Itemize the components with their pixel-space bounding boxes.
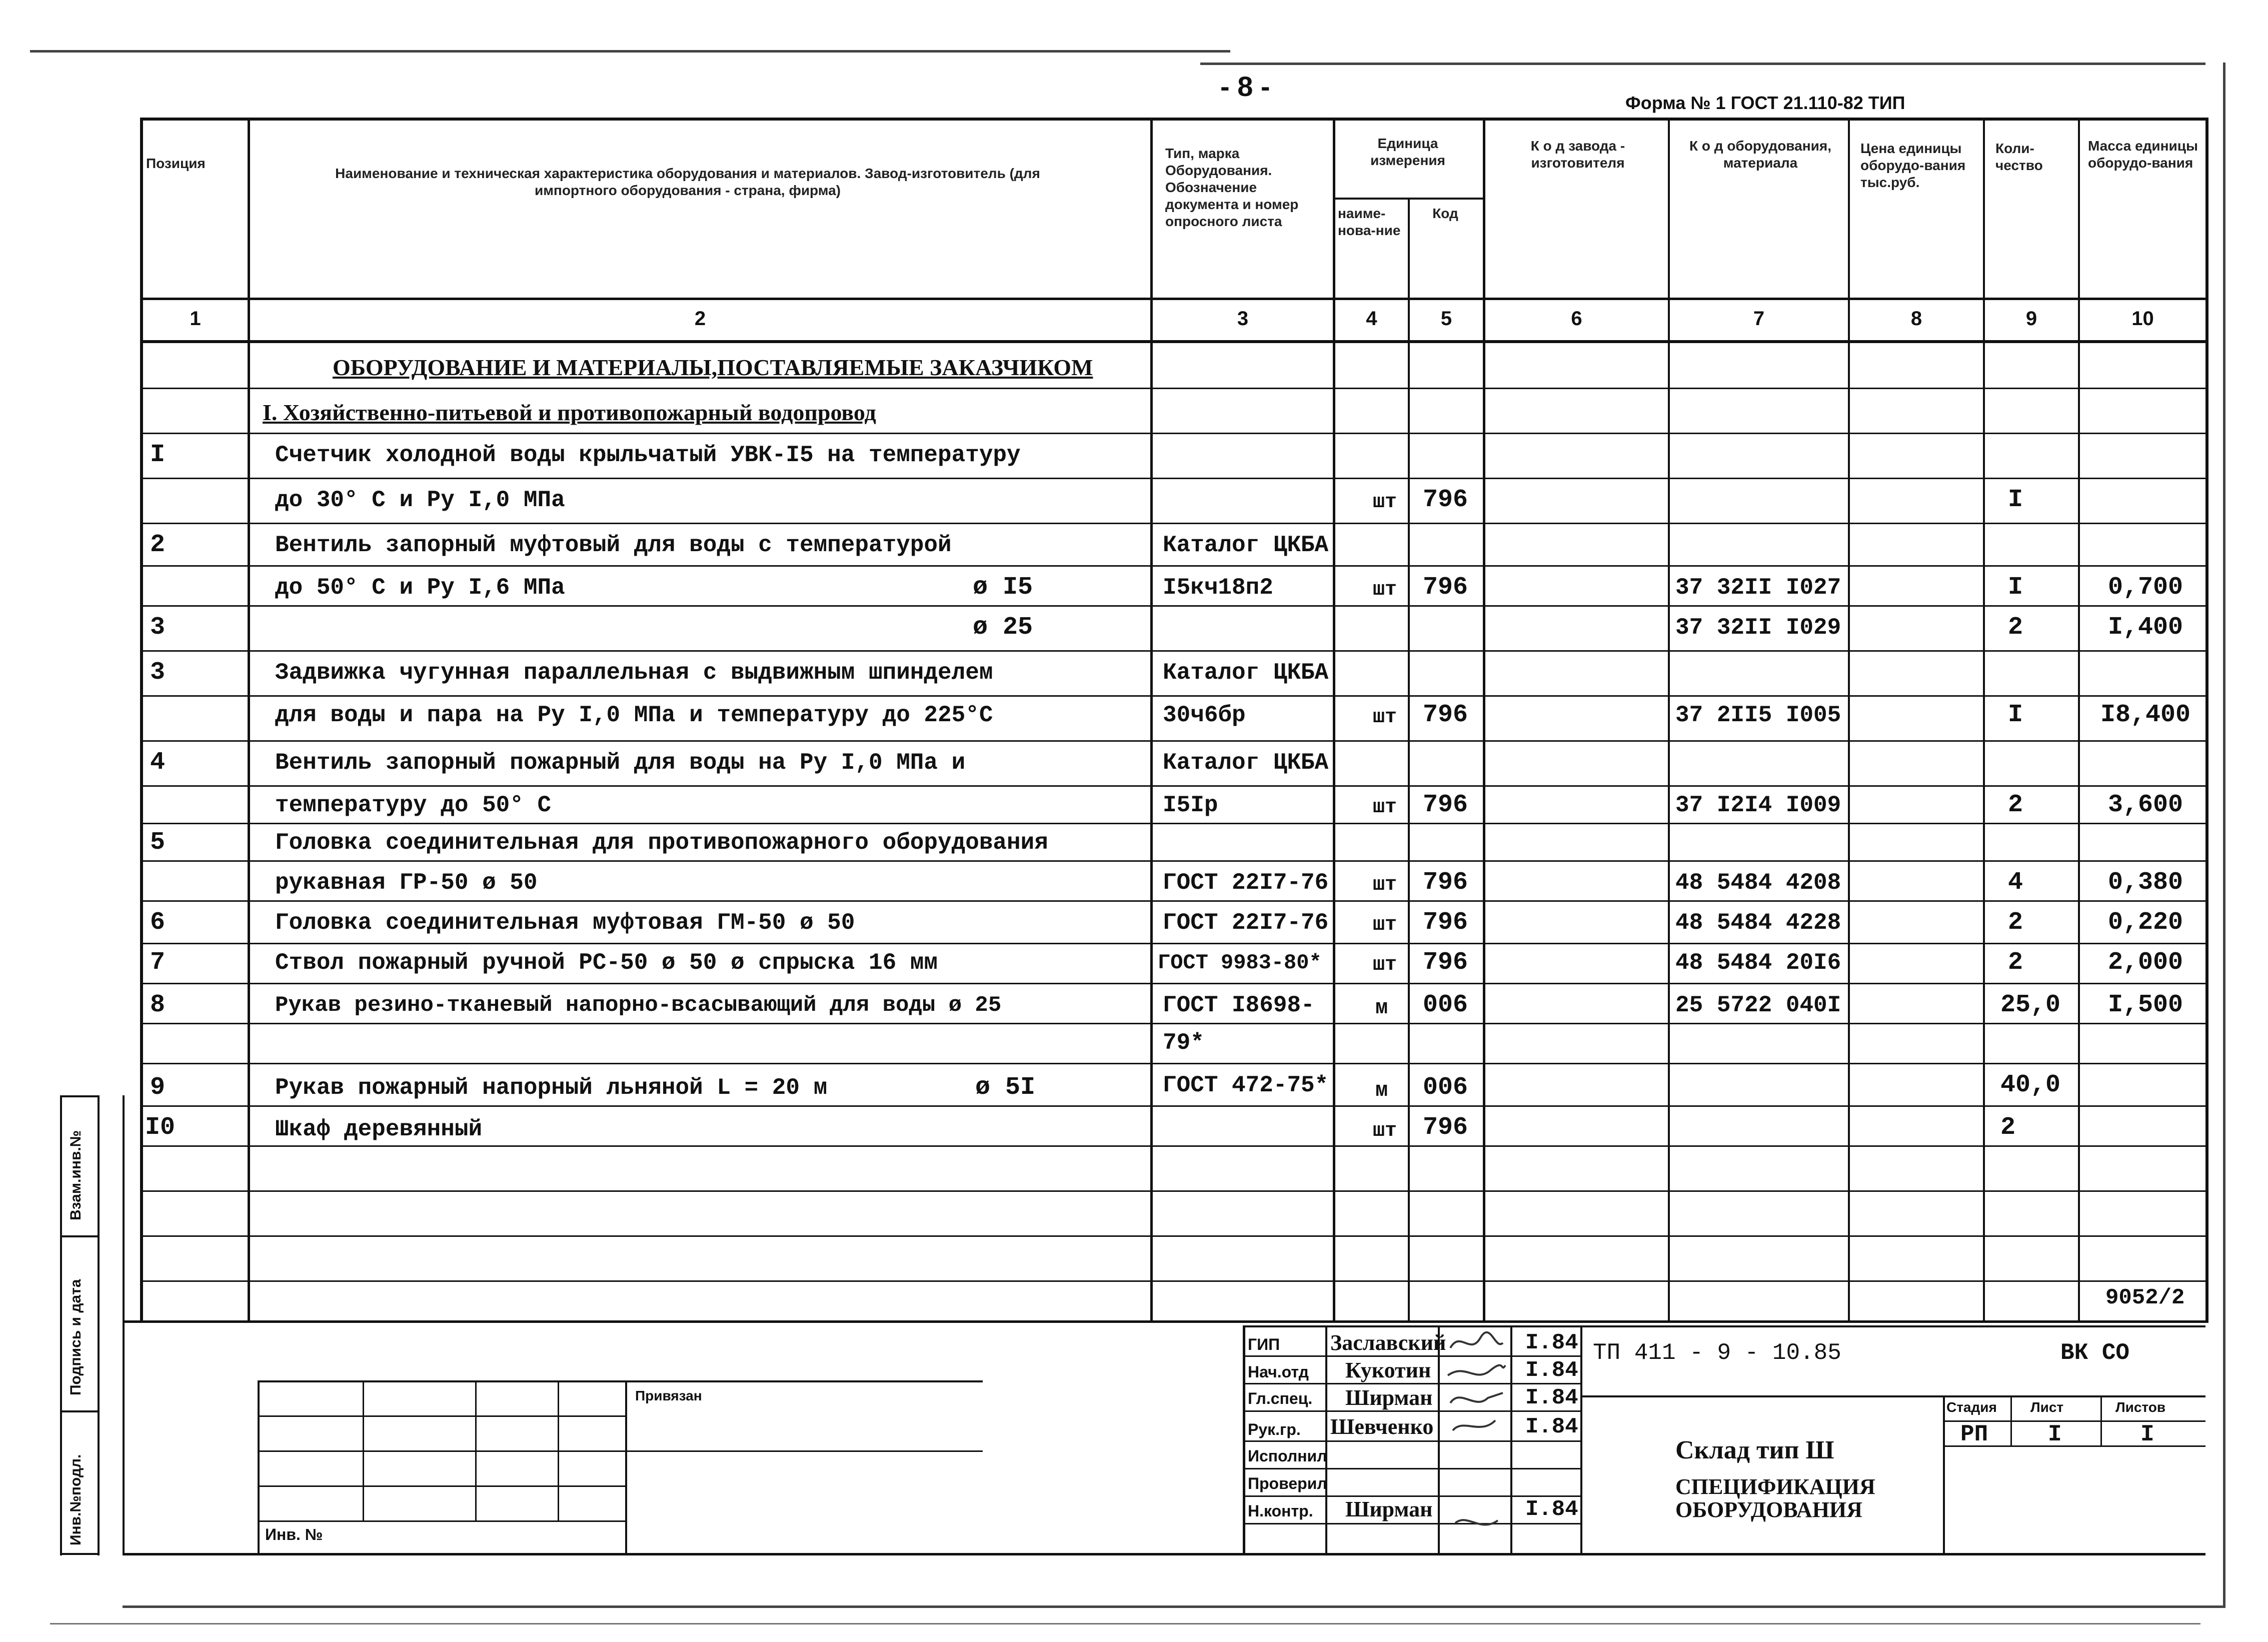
- stamp-role: Исполнил: [1248, 1447, 1327, 1465]
- row-unit: м: [1375, 1078, 1388, 1102]
- row-qty: I: [2008, 701, 2023, 729]
- row-pos: 8: [150, 991, 166, 1019]
- stamp-role: ГИП: [1248, 1335, 1280, 1353]
- row-type: ГОСТ 22I7-76: [1163, 870, 1329, 896]
- stamp-date: I.84: [1525, 1414, 1578, 1439]
- row-name: Счетчик холодной воды крыльчатый УВК-I5 на температуру: [275, 442, 1021, 468]
- row-mass: I8,400: [2100, 701, 2191, 729]
- header-name: Наименование и техническая характеристика оборудования и материалов. Завод-изготовитель (для импортного оборудования - страна, фирма): [335, 166, 1040, 198]
- stamp-name: Шевченко: [1330, 1414, 1434, 1439]
- row-type: 79*: [1163, 1030, 1204, 1056]
- row-pos: 9: [150, 1073, 166, 1102]
- col-num-4: 4: [1366, 308, 1377, 330]
- row-mcode: 37 2II5 I005: [1675, 702, 1841, 728]
- row-qty: 40,0: [2000, 1071, 2061, 1099]
- row-type: Каталог ЦКБА: [1163, 660, 1329, 686]
- row-name: Рукав пожарный напорный льняной L = 20 м: [275, 1075, 828, 1101]
- stamp-role: Нач.отд: [1248, 1363, 1309, 1381]
- sheets-header: Листов: [2115, 1399, 2166, 1415]
- row-qty: 25,0: [2000, 991, 2061, 1019]
- col-num-10: 10: [2131, 308, 2154, 330]
- stamp-date: I.84: [1525, 1358, 1578, 1383]
- row-code: 796: [1423, 1113, 1468, 1142]
- row-type: ГОСТ 22I7-76: [1163, 910, 1329, 936]
- stamp-name: Ширман: [1345, 1385, 1433, 1410]
- row-mcode: 25 5722 040I: [1675, 992, 1841, 1018]
- row-name: Вентиль запорный пожарный для воды на Ру I,0 МПа и: [275, 750, 966, 776]
- stamp-date: I.84: [1525, 1385, 1578, 1410]
- row-mcode: 37 32II I027: [1675, 575, 1841, 601]
- header-quantity: Коли-чество: [1995, 141, 2043, 173]
- row-mass: I,500: [2108, 991, 2183, 1019]
- row-mcode: 48 5484 4208: [1675, 870, 1841, 896]
- row-code: 006: [1423, 1073, 1468, 1102]
- document-title: СПЕЦИФИКАЦИЯ ОБОРУДОВАНИЯ: [1675, 1474, 1875, 1522]
- inv-label: Инв. №: [265, 1525, 323, 1543]
- row-qty: 2: [2008, 948, 2023, 977]
- row-name: до 50° С и Ру I,6 МПа: [275, 575, 565, 601]
- row-qty: 4: [2008, 868, 2023, 897]
- row-code: 796: [1423, 948, 1468, 977]
- header-factory-code: К о д завода - изготовителя: [1530, 138, 1625, 171]
- row-qty: I: [2008, 573, 2023, 602]
- row-mass: 0,700: [2108, 573, 2183, 602]
- row-code: 796: [1423, 701, 1468, 729]
- stamp-name: Кукотин: [1345, 1358, 1431, 1382]
- section-title: ОБОРУДОВАНИЕ И МАТЕРИАЛЫ,ПОСТАВЛЯЕМЫЕ ЗАКАЗЧИКОМ: [333, 355, 1093, 380]
- header-unit-code: Код: [1432, 206, 1458, 221]
- sheets-value: I: [2140, 1421, 2154, 1447]
- page-number: - 8 -: [1220, 71, 1270, 102]
- row-type: I5кч18п2: [1163, 575, 1273, 601]
- col-num-5: 5: [1440, 308, 1452, 330]
- header-unit: Единица измерения: [1370, 136, 1445, 168]
- sheet-header: Лист: [2030, 1399, 2064, 1415]
- row-mcode: 37 I2I4 I009: [1675, 792, 1841, 818]
- col-num-7: 7: [1753, 308, 1765, 330]
- row-mass: I,400: [2108, 613, 2183, 642]
- row-pos: 3: [150, 658, 166, 687]
- row-mcode: 48 5484 4228: [1675, 910, 1841, 936]
- bottom-rule: [50, 1623, 2200, 1624]
- row-unit: шт: [1373, 796, 1397, 819]
- stamp-name: Ширман: [1345, 1497, 1433, 1521]
- stamp-date: I.84: [1525, 1497, 1578, 1522]
- side-label-inventory: Инв.№подл.: [68, 1454, 84, 1545]
- stage-value: РП: [1960, 1421, 1988, 1447]
- header-unit-name: наиме-нова-ние: [1338, 206, 1401, 238]
- row-unit: шт: [1373, 1120, 1397, 1142]
- header-position: Позиция: [146, 156, 206, 171]
- row-pos: 6: [150, 908, 166, 937]
- row-code: 796: [1423, 486, 1468, 514]
- header-material-code: К о д оборудования, материала: [1689, 138, 1831, 171]
- row-dia: ø 5I: [975, 1073, 1036, 1102]
- col-num-6: 6: [1571, 308, 1582, 330]
- row-pos: I: [150, 441, 166, 469]
- row-type: ГОСТ 472-75*: [1163, 1072, 1329, 1098]
- row-name: до 30° С и Ру I,0 МПа: [275, 487, 565, 513]
- attached-label: Привязан: [635, 1388, 702, 1403]
- header-type: Тип, марка Оборудования. Обозначение документа и номер опросного листа: [1165, 146, 1299, 229]
- row-code: 796: [1423, 868, 1468, 897]
- col-num-2: 2: [694, 308, 706, 330]
- header-mass: Масса единицы оборудо-вания: [2088, 138, 2198, 171]
- form-label: Форма № 1 ГОСТ 21.110-82 ТИП: [1625, 93, 1905, 113]
- col-num-1: 1: [190, 308, 201, 330]
- row-pos: I0: [145, 1113, 176, 1142]
- stamp-name: Заславский: [1330, 1330, 1446, 1355]
- frame-right: [2223, 63, 2225, 1608]
- row-type: I5Iр: [1163, 792, 1218, 818]
- project-number: ТП 411 - 9 - 10.85: [1593, 1340, 1841, 1366]
- header-price: Цена единицы оборудо-вания тыс.руб.: [1860, 141, 1966, 190]
- row-qty: 2: [2008, 791, 2023, 819]
- stamp-role: Проверил: [1248, 1474, 1327, 1492]
- row-pos: 7: [150, 948, 166, 977]
- row-mcode: 37 32II I029: [1675, 615, 1841, 641]
- row-qty: 2: [2008, 908, 2023, 937]
- row-name: Головка соединительная для противопожарного оборудования: [275, 830, 1048, 856]
- row-unit: шт: [1373, 954, 1397, 976]
- row-dia: ø I5: [973, 573, 1033, 602]
- row-qty: 2: [2000, 1113, 2016, 1142]
- row-qty: 2: [2008, 613, 2023, 642]
- row-unit: шт: [1373, 706, 1397, 729]
- row-name: Ствол пожарный ручной РС-50 ø 50 ø спрыска 16 мм: [275, 950, 938, 976]
- stamp-date: I.84: [1525, 1330, 1578, 1355]
- row-qty: I: [2008, 486, 2023, 514]
- row-mass: 2,000: [2108, 948, 2183, 977]
- col-num-3: 3: [1237, 308, 1249, 330]
- side-label-replace: Взам.инв.№: [68, 1130, 84, 1220]
- row-mass: 0,380: [2108, 868, 2183, 897]
- row-mcode: 48 5484 20I6: [1675, 950, 1841, 976]
- stamp-role: Рук.гр.: [1248, 1420, 1301, 1438]
- row-name: Шкаф деревянный: [275, 1116, 483, 1142]
- row-unit: шт: [1373, 874, 1397, 896]
- frame-bottom: [123, 1605, 2225, 1608]
- side-label-signature: Подпись и дата: [68, 1279, 84, 1395]
- row-name: Рукав резино-тканевый напорно-всасывающий для воды ø 25: [275, 993, 1002, 1018]
- row-unit: м: [1375, 996, 1388, 1020]
- row-type: ГОСТ I8698-: [1163, 992, 1315, 1018]
- top-rule-right: [1200, 63, 2205, 65]
- row-unit: шт: [1373, 491, 1397, 514]
- row-name: Задвижка чугунная параллельная с выдвижным шпинделем: [275, 660, 993, 686]
- sheet-value: I: [2048, 1421, 2062, 1447]
- col-num-9: 9: [2025, 308, 2037, 330]
- stamp-role: Гл.спец.: [1248, 1389, 1313, 1407]
- subsection-title: I. Хозяйственно-питьевой и противопожарный водопровод: [263, 400, 876, 425]
- col-num-8: 8: [1910, 308, 1922, 330]
- row-pos: 5: [150, 828, 166, 857]
- row-type: Каталог ЦКБА: [1163, 532, 1329, 558]
- row-code: 796: [1423, 791, 1468, 819]
- signatures: [1440, 1328, 1510, 1553]
- row-pos: 4: [150, 748, 166, 777]
- doc-number: 9052/2: [2105, 1285, 2185, 1310]
- row-unit: шт: [1373, 914, 1397, 936]
- row-unit: шт: [1373, 579, 1397, 601]
- row-name: рукавная ГР-50 ø 50: [275, 870, 538, 896]
- row-type: Каталог ЦКБА: [1163, 750, 1329, 776]
- row-name: Вентиль запорный муфтовый для воды с температурой: [275, 532, 952, 558]
- row-pos: 3: [150, 613, 166, 642]
- row-mass: 0,220: [2108, 908, 2183, 937]
- stamp-role: Н.контр.: [1248, 1502, 1313, 1520]
- row-code: 796: [1423, 908, 1468, 937]
- row-code: 006: [1423, 991, 1468, 1019]
- row-type: 30ч6бр: [1163, 702, 1246, 728]
- row-mass: 3,600: [2108, 791, 2183, 819]
- drawing-mark: ВК СО: [2060, 1340, 2130, 1366]
- stage-header: Стадия: [1946, 1399, 1997, 1415]
- top-rule: [30, 50, 1230, 53]
- row-pos: 2: [150, 531, 166, 559]
- row-name: Головка соединительная муфтовая ГМ-50 ø 50: [275, 910, 855, 936]
- row-code: 796: [1423, 573, 1468, 602]
- object-name: Склад тип Ш: [1675, 1436, 1834, 1464]
- row-dia: ø 25: [973, 613, 1033, 642]
- row-name: температуру до 50° С: [275, 792, 552, 818]
- row-name: для воды и пара на Ру I,0 МПа и температуру до 225°С: [275, 702, 993, 728]
- row-type: ГОСТ 9983-80*: [1158, 951, 1322, 975]
